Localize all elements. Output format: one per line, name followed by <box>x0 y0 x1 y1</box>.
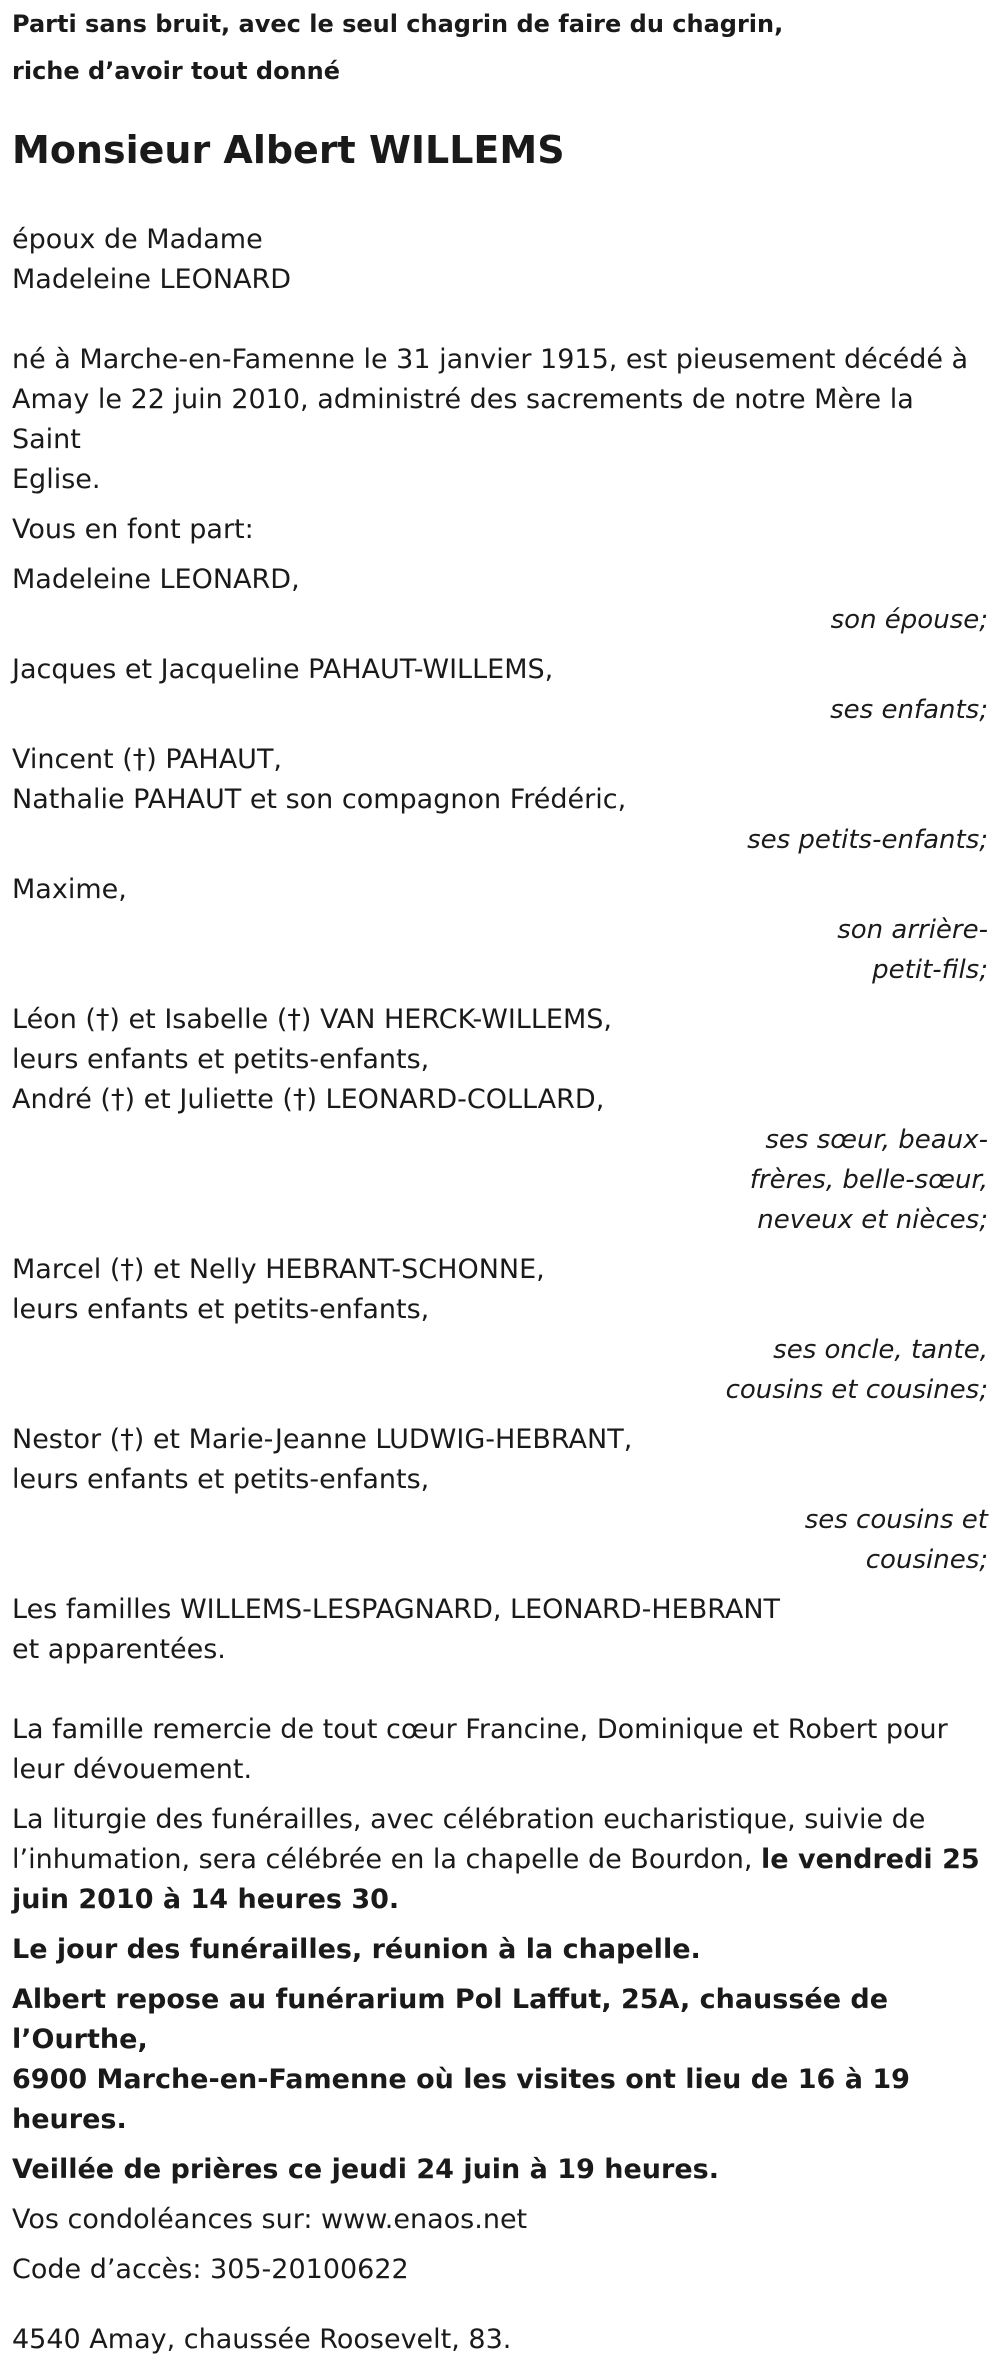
family-entry <box>12 1420 988 1580</box>
thanks-block <box>12 1710 988 1790</box>
family-entry <box>12 1000 988 1240</box>
motto-line: riche d’avoir tout donné <box>12 57 341 85</box>
relation-label: ses cousins et <box>804 1505 988 1535</box>
relation-label: ses petits-enfants; <box>747 825 988 855</box>
vigil-text: Veillée de prières ce jeudi 24 juin à 19 heures. <box>12 2154 719 2185</box>
text-line: leur dévouement. <box>12 1754 253 1785</box>
bio-block <box>12 340 988 500</box>
rest-block <box>12 1980 988 2140</box>
text-line: Albert repose au funérarium Pol Laffut, 25A, chaussée de l’Ourthe, <box>12 1984 889 2055</box>
relation-label: ses sœur, beaux- <box>765 1125 988 1155</box>
text-line: et apparentées. <box>12 1634 226 1665</box>
family-entry <box>12 740 988 860</box>
condolences-text: Vos condoléances sur: www.enaos.net <box>12 2204 528 2235</box>
liturgy-block <box>12 1800 988 1920</box>
liturgy-time: juin 2010 à 14 heures 30. <box>12 1884 400 1915</box>
families-block <box>12 1590 988 1670</box>
family-line: Jacques et Jacqueline PAHAUT-WILLEMS, <box>12 654 554 685</box>
access-code-text: Code d’accès: 305-20100622 <box>12 2254 409 2285</box>
text-line: Eglise. <box>12 464 101 495</box>
text-line: La liturgie des funérailles, avec célébration eucharistique, suivie de <box>12 1804 926 1835</box>
family-line: Maxime, <box>12 874 127 905</box>
meeting-text: Le jour des funérailles, réunion à la chapelle. <box>12 1934 701 1965</box>
relation-label: cousins et cousines; <box>725 1375 988 1405</box>
family-line: Vincent (†) PAHAUT, <box>12 744 283 775</box>
relation-label: petit-fils; <box>872 955 988 985</box>
family-line: leurs enfants et petits-enfants, <box>12 1044 430 1075</box>
relation-label: frères, belle-sœur, <box>749 1165 988 1195</box>
family-line: André (†) et Juliette (†) LEONARD-COLLARD, <box>12 1084 605 1115</box>
spouse-block <box>12 220 988 300</box>
family-entry <box>12 870 988 990</box>
relation-label: son épouse; <box>830 605 988 635</box>
family-line: Nestor (†) et Marie-Jeanne LUDWIG-HEBRANT, <box>12 1424 633 1455</box>
family-entry <box>12 650 988 730</box>
family-line: leurs enfants et petits-enfants, <box>12 1294 430 1325</box>
family-line: Léon (†) et Isabelle (†) VAN HERCK-WILLEMS, <box>12 1004 612 1035</box>
text-line: époux de Madame <box>12 224 263 255</box>
intro-text: Vous en font part: <box>12 514 254 545</box>
text-line <box>12 1840 988 1880</box>
relation-label: ses enfants; <box>830 695 988 725</box>
text-line: Amay le 22 juin 2010, administré des sacrements de notre Mère la Saint <box>12 384 914 455</box>
family-entry <box>12 560 988 640</box>
motto <box>12 1 988 94</box>
text-line: 6900 Marche-en-Famenne où les visites ont lieu de 16 à 19 heures. <box>12 2064 910 2135</box>
text-line: né à Marche-en-Famenne le 31 janvier 1915, est pieusement décédé à <box>12 344 969 375</box>
obituary-notice <box>0 1 1000 2360</box>
deceased-name: Monsieur Albert WILLEMS <box>12 128 565 172</box>
text-line: Les familles WILLEMS-LESPAGNARD, LEONARD-HEBRANT <box>12 1594 781 1625</box>
address-text: 4540 Amay, chaussée Roosevelt, 83. <box>12 2324 512 2355</box>
family-line: Nathalie PAHAUT et son compagnon Frédéric, <box>12 784 627 815</box>
relation-label: ses oncle, tante, <box>773 1335 988 1365</box>
family-line: Madeleine LEONARD, <box>12 564 300 595</box>
text-line: La famille remercie de tout cœur Francine, Dominique et Robert pour <box>12 1714 948 1745</box>
liturgy-location: l’inhumation, sera célébrée en la chapelle de Bourdon, <box>12 1844 753 1875</box>
relation-label: cousines; <box>865 1545 988 1575</box>
relation-label: son arrière- <box>837 915 988 945</box>
motto-line: Parti sans bruit, avec le seul chagrin de faire du chagrin, <box>12 10 784 38</box>
family-line: leurs enfants et petits-enfants, <box>12 1464 430 1495</box>
text-line: Madeleine LEONARD <box>12 264 292 295</box>
family-entry <box>12 1250 988 1410</box>
family-line: Marcel (†) et Nelly HEBRANT-SCHONNE, <box>12 1254 545 1285</box>
relation-label: neveux et nièces; <box>757 1205 988 1235</box>
liturgy-date: le vendredi 25 <box>761 1844 980 1875</box>
